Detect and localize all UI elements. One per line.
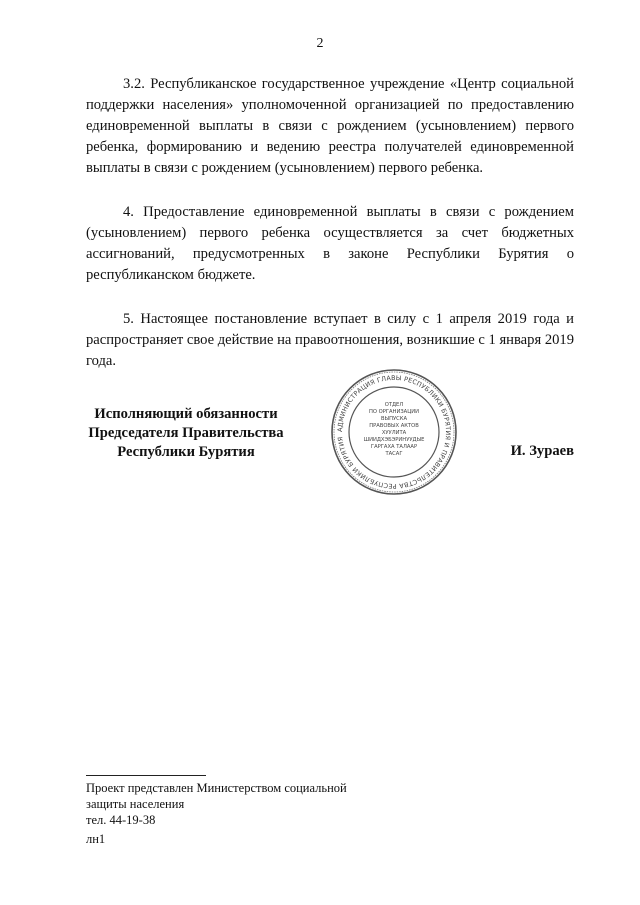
body-text — [86, 74, 574, 395]
footnote-divider — [86, 775, 206, 776]
footnote-line: защиты населения — [86, 797, 185, 811]
footnote-line: Проект представлен Министерством социальной — [86, 781, 347, 795]
page-number: 2 — [316, 36, 324, 51]
seal-center-line: ВЫПУСКА — [380, 416, 408, 422]
seal-center-line: ШИИДХЭБЭРИНУУДЫЕ — [363, 437, 425, 443]
signatory-title-line: Исполняющий обязанности — [94, 406, 278, 422]
signatory-title-line: Республики Бурятия — [117, 444, 255, 460]
seal-center-line: ПРАВОВЫХ АКТОВ — [369, 423, 419, 429]
signatory-title — [86, 405, 286, 462]
seal-center-line: ТАСАГ — [385, 451, 403, 457]
footnote-line: тел. 44-19-38 — [86, 813, 156, 827]
signatory-name: И. Зураев — [510, 443, 574, 459]
seal-center-line: ОТДЕЛ — [384, 402, 404, 408]
seal-center-line: ХУУЛИТА — [381, 430, 407, 436]
document-code: лн1 — [86, 832, 106, 846]
signatory-title-line: Председателя Правительства — [88, 425, 284, 441]
official-seal-stamp — [330, 368, 458, 496]
seal-ring-text: АДМИНИСТРАЦИЯ ГЛАВЫ РЕСПУБЛИКИ БУРЯТИЯ И ПРАВИТЕЛЬСТВА РЕСПУБЛИКИ БУРЯТИЯ — [335, 373, 453, 491]
seal-center-line: ПО ОРГАНИЗАЦИИ — [368, 409, 420, 415]
paragraph-5: 5. Настоящее постановление вступает в силу с 1 апреля 2019 года и распространяет свое действие на правоотношения, возникшие с 1 января 2019 года. — [86, 311, 575, 369]
seal-center-line: ГАРГАХА ТАЛААР — [370, 444, 418, 450]
paragraph-4: 4. Предоставление единовременной выплаты в связи с рождением (усыновлением) первого ребенка осуществляется за счет бюджетных ассигнований, предусмотренных в законе Республики Бурятия о республиканском бюджете. — [86, 204, 574, 283]
paragraph-3-2: 3.2. Республиканское государственное учреждение «Центр социальной поддержки населения» уполномоченной организацией по предоставлению единовременной выплаты в связи с рождением (усыновлением) первого ребенка, формированию и ведению реестра получателей единовременной выплаты в связи с рождением (усыновлением) первого ребенка. — [86, 76, 574, 176]
footnote — [86, 780, 347, 828]
